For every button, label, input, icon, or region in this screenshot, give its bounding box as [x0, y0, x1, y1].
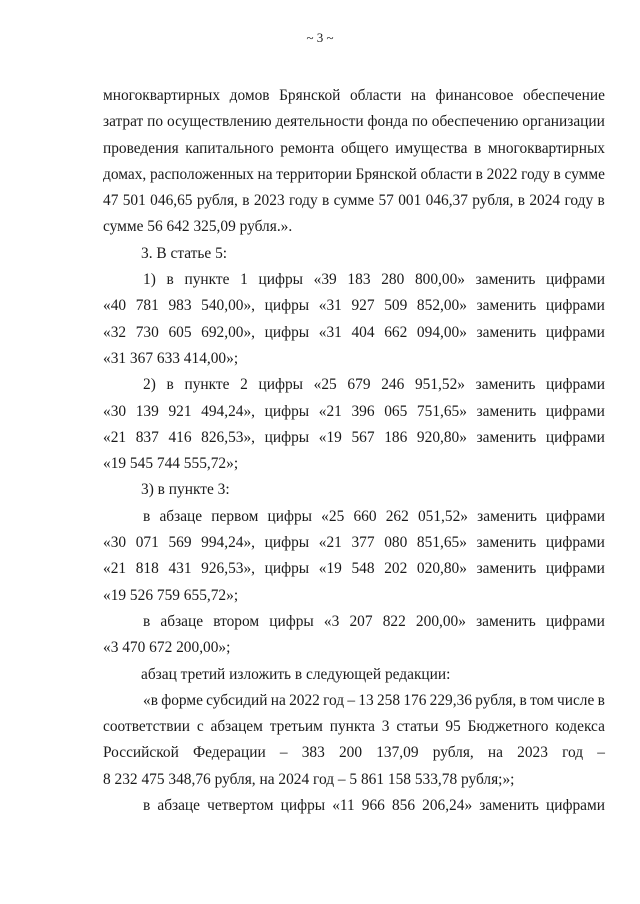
document-body [103, 83, 605, 819]
text-line: соответствии с абзацем третьим пункта 3 статьи 95 Бюджетного кодекса [103, 718, 605, 736]
text-line: проведения капитального ремонта общего имущества в многоквартирных [103, 139, 605, 157]
text-line: «30 071 569 994,24», цифры «21 377 080 851,65» заменить цифрами [103, 534, 605, 552]
page-number: ~ 3 ~ [306, 30, 334, 45]
text-line: 3. В статье 5: [141, 244, 228, 262]
text-line: «21 837 416 826,53», цифры «19 567 186 920,80» заменить цифрами [103, 428, 605, 446]
text-line: в абзаце первом цифры «25 660 262 051,52» заменить цифрами [143, 507, 605, 525]
text-line: «19 545 744 555,72»; [103, 455, 239, 473]
text-line: 1) в пункте 1 цифры «39 183 280 800,00» заменить цифрами [143, 271, 605, 289]
text-line: «30 139 921 494,24», цифры «21 396 065 751,65» заменить цифрами [103, 402, 605, 420]
text-line: 8 232 475 348,76 рубля, на 2024 год – 5 861 158 533,78 рубля;»; [103, 770, 515, 788]
text-line: «40 781 983 540,00», цифры «31 927 509 852,00» заменить цифрами [103, 297, 605, 315]
text-line: в абзаце четвертом цифры «11 966 856 206,24» заменить цифрами [143, 797, 605, 815]
text-line: «19 526 759 655,72»; [103, 586, 239, 604]
text-line: «21 818 431 926,53», цифры «19 548 202 020,80» заменить цифрами [103, 560, 605, 578]
text-line: в абзаце втором цифры «3 207 822 200,00» заменить цифрами [143, 612, 605, 630]
text-line: 3) в пункте 3: [141, 481, 230, 499]
text-line: затрат по осуществлению деятельности фонда по обеспечению организации [103, 113, 605, 131]
text-line: 2) в пункте 2 цифры «25 679 246 951,52» заменить цифрами [143, 376, 605, 394]
text-line: 47 501 046,65 рубля, в 2023 году в сумме 57 001 046,37 рубля, в 2024 году в [103, 192, 605, 210]
text-line: «в форме субсидий на 2022 год – 13 258 176 229,36 рубля, в том числе в [143, 691, 605, 709]
text-line: абзац третий изложить в следующей редакции: [141, 665, 451, 683]
text-line: Российской Федерации – 383 200 137,09 рубля, на 2023 год – [103, 744, 605, 762]
text-line: «3 470 672 200,00»; [103, 639, 231, 657]
text-line: «32 730 605 692,00», цифры «31 404 662 094,00» заменить цифрами [103, 323, 605, 341]
text-line: «31 367 633 414,00»; [103, 349, 239, 367]
text-line: сумме 56 642 325,09 рубля.». [103, 218, 293, 236]
text-line: многоквартирных домов Брянской области на финансовое обеспечение [103, 87, 605, 104]
text-line: домах, расположенных на территории Брянской области в 2022 году в сумме [103, 165, 605, 183]
